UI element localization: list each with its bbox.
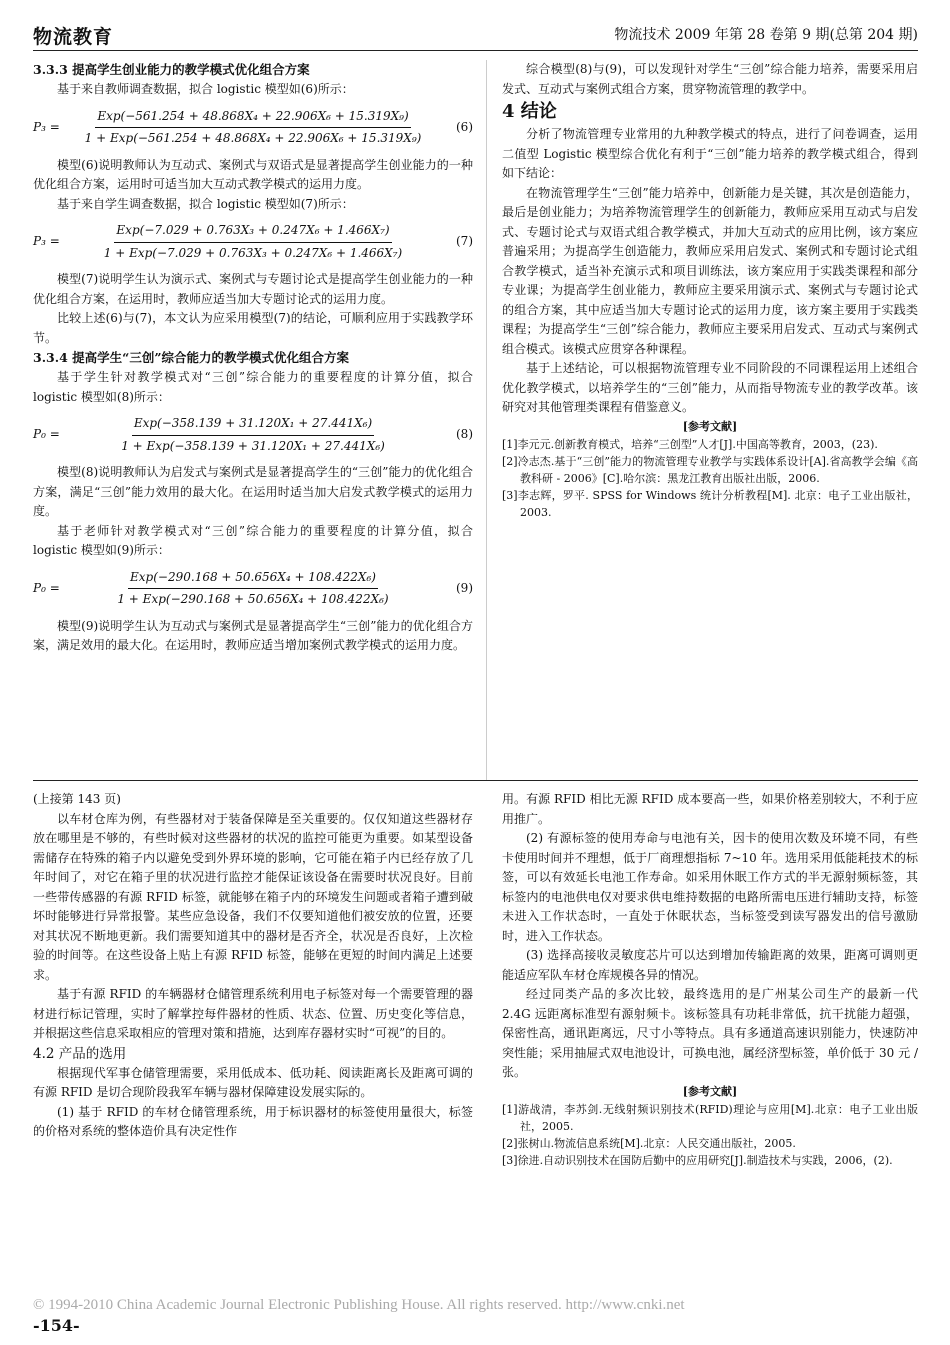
right-top-column bbox=[502, 60, 918, 521]
fraction bbox=[67, 221, 439, 263]
reference-item: [1]李元元.创新教育模式，培养“三创型”人才[J].中国高等教育，2003，(23). bbox=[502, 437, 878, 451]
paragraph: 用。有源 RFID 相比无源 RFID 成本要高一些，如果价格差别较大，不利于应用推广。 bbox=[502, 792, 918, 826]
numerator: Exp(−561.254 + 48.868X₄ + 22.906X₆ + 15.319X₉) bbox=[95, 107, 410, 129]
paragraph: (3) 选择高接收灵敏度芯片可以达到增加传输距离的效果，距离可调则更能适应军队车材仓库规模各异的情况。 bbox=[502, 948, 918, 982]
section-heading-4: 4 结论 bbox=[502, 101, 557, 122]
equation-lhs: P₃ = bbox=[33, 119, 60, 134]
denominator: 1 + Exp(−290.168 + 50.656X₄ + 108.422X₆) bbox=[117, 592, 389, 606]
equation-lhs: P₃ = bbox=[33, 234, 60, 249]
paragraph: (2) 有源标签的使用寿命与电池有关，因卡的使用次数及环境不同，有些卡使用时间并不理想，低于厂商理想指标 7~10 年。选用采用低能耗技术的标签，可以有效延长电池工作寿命。如采用休眠工作方式的半无源射频标签，其标签内的电池供电仅对要求供电维持数据的电路所需电压进行辅助支持，标签未进入工作状态时，一直处于休眠状态，当标签受到读写器发出的信号激励时，进入工作状态。 bbox=[502, 831, 918, 943]
paragraph: 基于老师针对教学模式对“三创”综合能力的重要程度的计算分值，拟合 logistic 模型如(9)所示： bbox=[33, 523, 473, 557]
page-number: -154- bbox=[33, 1316, 80, 1335]
left-top-column bbox=[33, 60, 473, 656]
reference-item: [2]张树山.物流信息系统[M].北京：人民交通出版社，2005. bbox=[502, 1136, 796, 1150]
equation-number: (7) bbox=[456, 234, 473, 249]
denominator: 1 + Exp(−561.254 + 48.868X₄ + 22.906X₆ + 15.319X₉) bbox=[84, 131, 422, 145]
section-heading-4-2: 4.2 产品的选用 bbox=[33, 1045, 127, 1062]
equation-6 bbox=[33, 103, 473, 153]
paragraph: 以车材仓库为例，有些器材对于装备保障是至关重要的。仅仅知道这些器材存放在哪里是不够的，有些时候对这些器材的状况的监控可能更为重要。如某型设备需储存在特殊的箱子内以避免受到外界环境的影响，它可能在箱子内已经存放了几年时间了，对它在箱子里的状况进行监控才能保证该设备在需要时状况良好。目前一些带传感器的有源 RFID 标签，就能够在箱子内的环境发生问题或者箱子遭到破坏时能够进行异常报警。某些应急设备，我们不仅要知道他们被安放的位置，还要对其状况不断地更新。我们需要知道其中的器材是否齐全，状况是否良好，上次检验的时间等。在这些设备上贴上有源 RFID 标签，能够在更短的时间内满足上述要求。 bbox=[33, 811, 473, 982]
paragraph: (1) 基于 RFID 的车材仓储管理系统，用于标识器材的标签使用量很大，标签的价格对系统的整体造价具有决定性作 bbox=[33, 1104, 473, 1138]
subsection-heading-3-3-3: 3.3.3 提高学生创业能力的教学模式优化组合方案 bbox=[33, 62, 310, 77]
paragraph: 在物流管理学生“三创”能力培养中，创新能力是关键，其次是创造能力，最后是创业能力；为培养物流管理学生的创新能力，教师应采用互动式与启发式、专题讨论式与双语式组合教学模式，并加大互动式的应用比例，该方案应普遍采用；为提高学生创造能力，教师应采用启发式、案例式和专题讨论式组合教学模式，适当补充演示式和项目训练法，该方案应用于实践类课程和部分专业课；为提高学生创业能力，教师应主要采用演示式、案例式与专题讨论式的组合方案，其中应适当加大专题讨论式的运用力度，该方案主要用于实践类课程；为提高学生“三创”综合能力，教师应主要采用启发式、互动式与案例式组合模式。该模式应贯穿各种课程。 bbox=[502, 185, 918, 356]
fraction bbox=[67, 107, 439, 149]
fraction bbox=[67, 414, 439, 456]
copyright-watermark: © 1994-2010 China Academic Journal Electronic Publishing House. All rights reserved. http://www.cnki.net bbox=[33, 1297, 685, 1313]
references-heading: [参考文献] bbox=[682, 1084, 738, 1098]
numerator: Exp(−290.168 + 50.656X₄ + 108.422X₆) bbox=[128, 568, 378, 590]
equation-number: (8) bbox=[456, 427, 473, 442]
numerator: Exp(−7.029 + 0.763X₃ + 0.247X₆ + 1.466X₇) bbox=[114, 221, 391, 243]
denominator: 1 + Exp(−7.029 + 0.763X₃ + 0.247X₆ + 1.466X₇) bbox=[103, 245, 403, 260]
equation-lhs: P₀ = bbox=[33, 580, 60, 595]
right-bottom-column bbox=[502, 790, 918, 1169]
paragraph: 分析了物流管理专业常用的九种教学模式的特点，进行了问卷调查，运用二值型 Logistic 模型综合优化有利于“三创”能力培养的教学模式组合，得到如下结论： bbox=[502, 127, 918, 180]
equation-8 bbox=[33, 410, 473, 460]
section-title: 物流教育 bbox=[33, 26, 114, 48]
article-divider bbox=[33, 780, 918, 781]
journal-info: 物流技术 2009 年第 28 卷第 9 期(总第 204 期) bbox=[614, 27, 918, 43]
equation-number: (9) bbox=[456, 580, 473, 595]
column-divider bbox=[486, 60, 487, 780]
header-rule bbox=[33, 50, 918, 51]
subsection-heading-3-3-4: 3.3.4 提高学生“三创”综合能力的教学模式优化组合方案 bbox=[33, 350, 350, 365]
reference-item: [2]冷志杰.基于“三创”能力的物流管理专业教学与实践体系设计[A].省高教学会编《高教科研 - 2006》[C].哈尔滨：黑龙江教育出版社出版，2006. bbox=[502, 454, 918, 485]
continued-note: (上接第 143 页) bbox=[33, 792, 121, 806]
reference-item: [3]李志辉，罗平. SPSS for Windows 统计分析教程[M]. 北京：电子工业出版社，2003. bbox=[502, 488, 918, 519]
reference-item: [3]徐进.自动识别技术在国防后勤中的应用研究[J].制造技术与实践，2006，(2). bbox=[502, 1153, 893, 1167]
equation-number: (6) bbox=[456, 119, 473, 134]
paragraph: 模型(7)说明学生认为演示式、案例式与专题讨论式是提高学生创业能力的一种优化组合方案，在运用时，教师应适当加大专题讨论式的运用力度。 bbox=[33, 272, 473, 306]
equation-lhs: P₀ = bbox=[33, 427, 60, 442]
reference-item: [1]游战清，李苏剑.无线射频识别技术(RFID)理论与应用[M].北京：电子工业出版社，2005. bbox=[502, 1102, 918, 1133]
paragraph: 根据现代军事仓储管理需要，采用低成本、低功耗、阅读距离长及距离可调的有源 RFID 是切合现阶段我军车辆与器材保障建设发展实际的。 bbox=[33, 1065, 473, 1099]
equation-7 bbox=[33, 217, 473, 267]
paragraph: 综合模型(8)与(9)，可以发现针对学生“三创”综合能力培养，需要采用启发式、互动式与案例式组合方案，贯穿物流管理的教学中。 bbox=[502, 62, 918, 96]
equation-9 bbox=[33, 564, 473, 614]
left-bottom-column bbox=[33, 790, 473, 1142]
paragraph: 基于有源 RFID 的车辆器材仓储管理系统利用电子标签对每一个需要管理的器材进行标记管理，实时了解掌控每件器材的性质、状态、位置、历史变化等信息，并根据这些信息采取相应的管理对策和措施，达到库存器材实时“可视”的目的。 bbox=[33, 987, 473, 1040]
paragraph: 模型(6)说明教师认为互动式、案例式与双语式是显著提高学生创业能力的一种优化组合方案，运用时可适当加大互动式教学模式的运用力度。 bbox=[33, 157, 473, 191]
paragraph: 模型(9)说明学生认为互动式与案例式是显著提高学生“三创”能力的优化组合方案，满足效用的最大化。在运用时，教师应适当增加案例式教学模式的运用力度。 bbox=[33, 618, 473, 652]
paragraph: 基于来自学生调查数据，拟合 logistic 模型如(7)所示： bbox=[57, 196, 354, 211]
paragraph: 模型(8)说明教师认为启发式与案例式是显著提高学生的“三创”能力的优化组合方案，满足“三创”能力效用的最大化。在运用时适当加大启发式教学模式的运用力度。 bbox=[33, 465, 473, 518]
paragraph: 基于来自教师调查数据，拟合 logistic 模型如(6)所示： bbox=[57, 82, 354, 96]
numerator: Exp(−358.139 + 31.120X₁ + 27.441X₆) bbox=[132, 414, 374, 436]
paragraph: 经过同类产品的多次比较，最终选用的是广州某公司生产的最新一代 2.4G 远距离标准型有源射频卡。该标签具有功耗非常低，抗干扰能力超强，保密性高，通讯距离远，尺寸小等特点。具有多通道高速识别能力，快速防冲突性能；采用抽屉式双电池设计，可换电池，属经济型标签，单价低于 30 元 / 张。 bbox=[502, 987, 918, 1079]
paragraph: 基于上述结论，可以根据物流管理专业不同阶段的不同课程运用上述组合优化教学模式，以培养学生的“三创”能力，从而指导物流专业的教学改革。该研究对其他管理类课程有借鉴意义。 bbox=[502, 361, 918, 414]
paragraph: 基于学生针对教学模式对“三创”综合能力的重要程度的计算分值，拟合 logistic 模型如(8)所示： bbox=[33, 370, 473, 404]
denominator: 1 + Exp(−358.139 + 31.120X₁ + 27.441X₆) bbox=[121, 438, 385, 453]
references-heading: [参考文献] bbox=[682, 419, 738, 433]
paragraph: 比较上述(6)与(7)，本文认为应采用模型(7)的结论，可顺利应用于实践教学环节。 bbox=[33, 311, 473, 345]
page-header bbox=[33, 22, 918, 52]
fraction bbox=[67, 568, 439, 610]
